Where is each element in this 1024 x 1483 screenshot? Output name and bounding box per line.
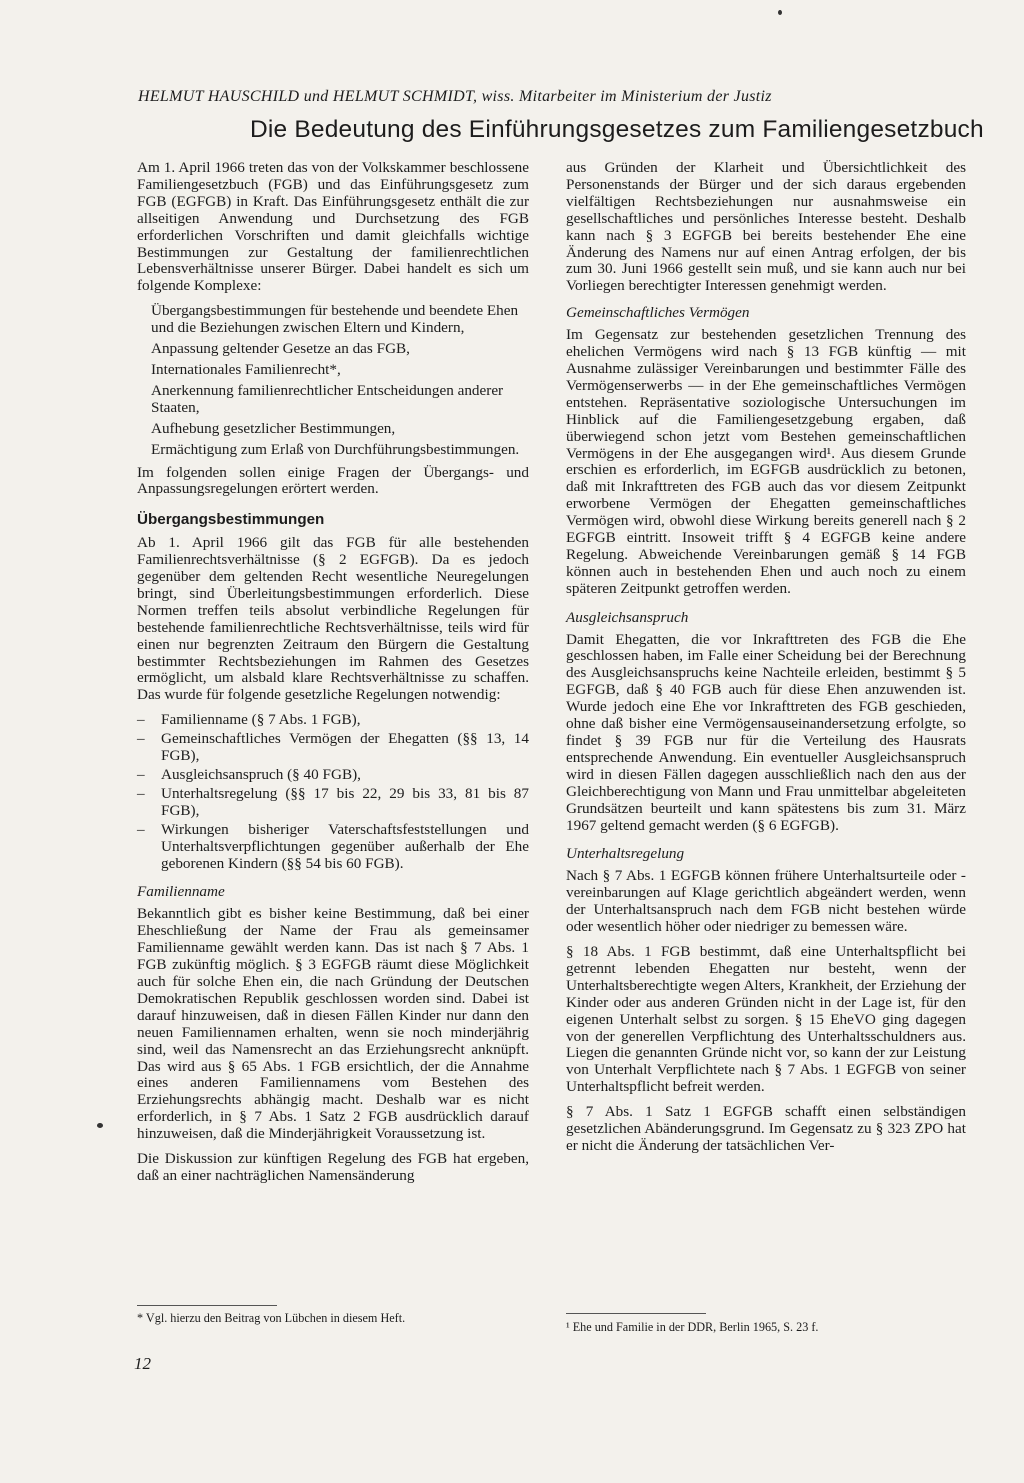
intro-end-paragraph: Im folgenden sollen einige Fragen der Übergangs- und Anpassungsregelungen erörtert werden. <box>137 463 529 498</box>
list-item: – Wirkungen bisheriger Vaterschaftsfeststellungen und Unterhaltsverpflichtungen gegenüber außerhalb der Ehe geborenen Kindern (§§ 54 bis 60 FGB). <box>137 822 529 873</box>
article-title: Die Bedeutung des Einführungsgesetzes zum Familiengesetzbuch <box>250 116 984 143</box>
print-speck <box>97 1123 103 1128</box>
unterhalt-paragraph-2: § 18 Abs. 1 FGB bestimmt, daß eine Unterhaltspflicht bei getrennt lebenden Ehegatten nur besteht, wenn der Unterhaltsberechtigte wegen Alters, Krankheit, der Erziehung der Kinder oder aus anderen Gründen nicht in der Lage ist, für den eigenen Unterhalt selbst zu sorgen. § 15 EheVO ging dagegen von der generellen Verpflichtung des Unterhaltsschuldners aus. Liegen die genannten Gründe nicht vor, so kann der zur Leistung von Unterhalt Verpflichtete nach § 7 Abs. 1 EGFGB von seiner Unterhaltspflicht befreit werden. <box>566 942 966 1096</box>
list-item: – Unterhaltsregelung (§§ 17 bis 22, 29 bis 33, 81 bis 87 FGB), <box>137 786 529 820</box>
left-column <box>137 160 529 1193</box>
list-item: – Gemeinschaftliches Vermögen der Ehegatten (§§ 13, 14 FGB), <box>137 731 529 765</box>
list-item: Ermächtigung zum Erlaß von Durchführungsbestimmungen. <box>151 440 520 458</box>
subheading-vermoegen: Gemeinschaftliches Vermögen <box>566 304 750 322</box>
print-speck <box>778 10 782 15</box>
list-item: Übergangsbestimmungen für bestehende und beendete Ehen und die Beziehungen zwischen Eltern und Kindern, <box>151 302 519 337</box>
unterhalt-paragraph-1: Nach § 7 Abs. 1 EGFGB können frühere Unterhaltsurteile oder -vereinbarungen auf Klage gerichtlich abgeändert werden, wenn der Unterhaltsanspruch nach dem FGB nicht bestehen würde oder wesentlich höher oder niedriger zu bemessen wäre. <box>566 867 966 936</box>
page-number: 12 <box>134 1354 151 1373</box>
ausgleich-paragraph: Damit Ehegatten, die vor Inkrafttreten des FGB die Ehe geschlossen haben, im Falle einer Scheidung bei der Berechnung des Ausgleichsanspruchs keine Nachteile erleiden, bestimmt § 5 EGFGB, daß § 40 FGB auch für diese Ehen anzuwenden ist. Wurde jedoch eine Ehe vor Inkrafttreten des FGB geschieden, ohne daß bisher eine Vermögensauseinandersetzung erfolgte, so findet § 39 FGB nur für die Verteilung des Hausrats entsprechende Anwendung. Ein eventueller Ausgleichsanspruch wird in diesen Fällen dagegen ausschließlich nach den aus der Gleichberechtigung von Mann und Frau unmittelbar abgeleiteten Grundsätzen beurteilt und kann spätestens bis zum 31. März 1967 geltend gemacht werden (§ 6 EGFGB). <box>566 630 966 834</box>
subheading-ausgleich: Ausgleichsanspruch <box>566 608 689 626</box>
subheading-familienname: Familienname <box>137 883 225 901</box>
list-item: – Familienname (§ 7 Abs. 1 FGB), <box>137 712 529 729</box>
list-item: Aufhebung gesetzlicher Bestimmungen, <box>151 419 396 437</box>
section-heading-uebergang: Übergangsbestimmungen <box>137 511 325 529</box>
footnote-divider <box>137 1305 277 1306</box>
intro-paragraph: Am 1. April 1966 treten das von der Volkskammer beschlossene Familiengesetzbuch (FGB) und das Einführungsgesetz zum FGB (EGFGB) in Kraft. Das Einführungsgesetz enthält die zur allseitigen Anwendung und Durchsetzung des FGB erforderlichen Vorschriften und damit gleichfalls wichtige Bestimmungen zur Gestaltung der familienrechtlichen Lebensverhältnisse unserer Bürger. Dabei handelt es sich um folgende Komplexe: <box>137 159 529 295</box>
familienname-paragraph-2: Die Diskussion zur künftigen Regelung des FGB hat ergeben, daß an einer nachträglichen Namensänderung <box>137 1150 529 1184</box>
footnote-right: ¹ Ehe und Familie in der DDR, Berlin 1965, S. 23 f. <box>566 1320 819 1334</box>
regelungen-list <box>137 712 529 872</box>
unterhalt-paragraph-3: § 7 Abs. 1 Satz 1 EGFGB schafft einen selbständigen gesetzlichen Abänderungsgrund. Im Gegensatz zu § 323 ZPO hat er nicht die Änderung der tatsächlichen Ver- <box>566 1103 966 1154</box>
list-item: Anpassung geltender Gesetze an das FGB, <box>151 340 410 358</box>
komplexe-list <box>151 303 529 458</box>
subheading-unterhalt: Unterhaltsregelung <box>566 845 685 863</box>
uebergang-paragraph: Ab 1. April 1966 gilt das FGB für alle bestehenden Familienrechtsverhältnisse (§ 2 EGFGB). Da es jedoch gegenüber dem geltenden Recht wesentliche Neuregelungen bringt, sind Überleitungsbestimmungen erforderlich. Diese Normen treffen teils absolut verbindliche Regelungen für bestehende familienrechtliche Rechtsverhältnisse, teils wird für einen nur begrenzten Zeitraum den Bürgern die Gestaltung bestimmter Rechtsbeziehungen im Rahmen des Gesetzes ermöglicht, um alsbald klare Rechtsverhältnisse zu schaffen. Das wurde für folgende gesetzliche Regelungen notwendig: <box>137 534 529 704</box>
footnote-left: * Vgl. hierzu den Beitrag von Lübchen in diesem Heft. <box>137 1311 406 1325</box>
list-item: – Ausgleichsanspruch (§ 40 FGB), <box>137 767 529 784</box>
footnote-divider <box>566 1313 706 1314</box>
continuation-paragraph: aus Gründen der Klarheit und Übersichtlichkeit des Personenstands der Bürger und der sich daraus ergebenden vielfältigen Rechtsbeziehungen nur ausnahmsweise ein gesellschaftliches und persönliches Interesse besteht. Deshalb kann nach § 3 EGFGB bei bereits bestehender Ehe eine Änderung des Namens nur auf einen Antrag erfolgen, der bis zum 30. Juni 1966 gestellt sein muß, und sie kann auch nur bei Vorliegen berechtigter Interessen genehmigt werden. <box>566 159 966 295</box>
list-item: Internationales Familienrecht*, <box>151 360 341 378</box>
right-column <box>566 160 966 1163</box>
vermoegen-paragraph: Im Gegensatz zur bestehenden gesetzlichen Trennung des ehelichen Vermögens wird nach § 13 FGB künftig — mit Ausnahme zulässiger Vereinbarungen und bestimmter Fälle des Vermögenserwerbs — in der Ehe gemeinschaftliches Vermögen entstehen. Repräsentative soziologische Untersuchungen im Hinblick auf die Familiengesetzgebung ergaben, daß überwiegend schon jetzt vom Bestehen gemeinschaftlichen Vermögens in der Ehe ausgegangen wird¹. Aus diesem Grunde erschien es erforderlich, im EGFGB ausdrücklich zu betonen, daß mit Inkrafttreten des FGB auch das vor diesem Zeitpunkt erworbene Vermögen der Ehegatten gemeinschaftliches Vermögen wird, obwohl diese Wirkung bereits generell nach § 2 EGFGB eintritt. Insoweit trifft § 4 EGFGB keine andere Regelung. Abweichende Vereinbarungen gemäß § 14 FGB können auch in bestehenden Ehen und auch noch zu einem späteren Zeitpunkt getroffen werden. <box>566 326 966 597</box>
familienname-paragraph: Bekanntlich gibt es bisher keine Bestimmung, daß bei einer Eheschließung der Name der Frau als gemeinsamer Familienname gewählt werden kann. Das ist nach § 7 Abs. 1 FGB zukünftig möglich. § 3 EGFGB räumt diese Möglichkeit auch für solche Ehen ein, die nach Gründung der Deutschen Demokratischen Republik geschlossen worden sind. Dabei ist darauf hinzuweisen, daß in diesen Fällen Kinder nur dann den neuen Familiennamen erhalten, wenn sie noch minderjährig sind, weil das Namensrecht an das Erziehungsrecht anknüpft. Das wird aus § 65 Abs. 1 FGB ersichtlich, der die Annahme eines anderen Familiennamens vom Bestehen des Erziehungsrechts abhängig macht. Deshalb war es nicht erforderlich, in § 7 Abs. 1 Satz 2 FGB ausdrücklich darauf hinzuweisen, daß die Minderjährigkeit Voraussetzung ist. <box>137 905 529 1143</box>
list-item: Anerkennung familienrechtlicher Entscheidungen anderer Staaten, <box>151 381 504 416</box>
author-line: HELMUT HAUSCHILD und HELMUT SCHMIDT, wiss. Mitarbeiter im Ministerium der Justiz <box>138 88 772 105</box>
